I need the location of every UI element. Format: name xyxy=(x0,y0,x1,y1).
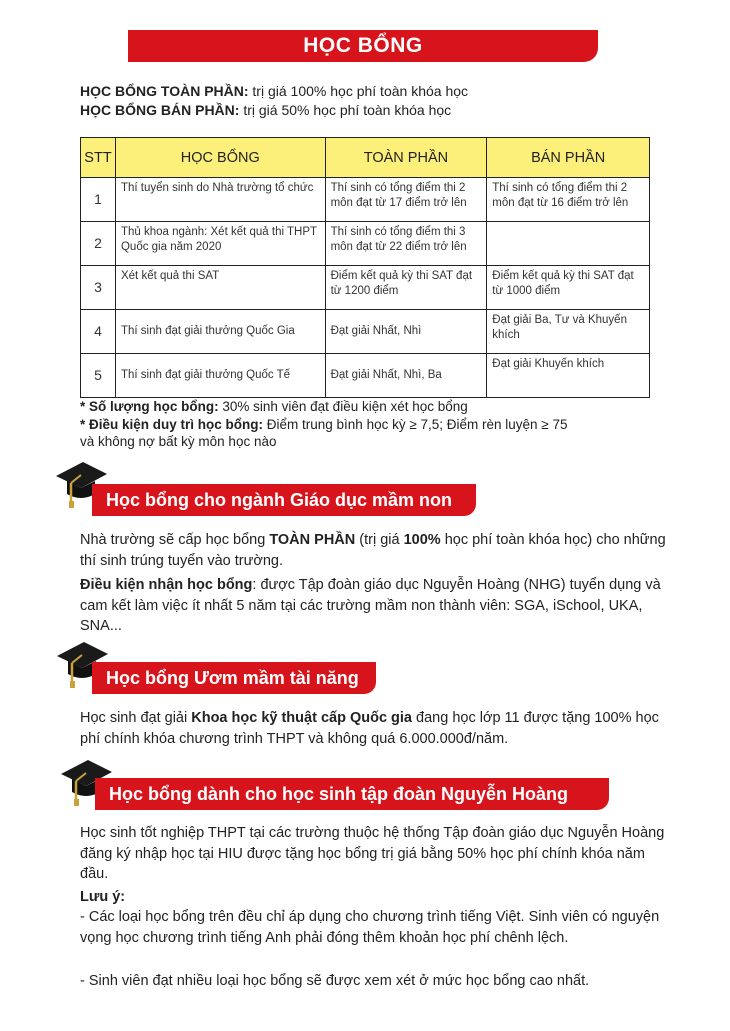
page-title: HỌC BỔNG xyxy=(128,30,598,62)
header-stt: STT xyxy=(81,138,116,178)
row-stt: 1 xyxy=(81,178,116,222)
talent-text-b: Khoa học kỹ thuật cấp Quốc gia xyxy=(191,710,412,726)
row-name: Thí sinh đạt giải thưởng Quốc Tế xyxy=(115,354,325,398)
row-name: Thủ khoa ngành: Xét kết quả thi THPT Quốc gia năm 2020 xyxy=(115,222,325,266)
partial-scholarship-line xyxy=(80,101,468,120)
condition-label: Điều kiện nhận học bổng xyxy=(80,577,253,593)
maintain-note-2: và không nợ bất kỳ môn học nào xyxy=(80,434,277,449)
row-stt: 2 xyxy=(81,222,116,266)
nhg-note-2: - Sinh viên đạt nhiều loại học bổng sẽ được xem xét ở mức học bổng cao nhất. xyxy=(80,973,590,989)
quantity-text: 30% sinh viên đạt điều kiện xét học bổng xyxy=(218,399,468,414)
row-full: Đạt giải Nhất, Nhì xyxy=(325,310,487,354)
header-scholarship: HỌC BỔNG xyxy=(115,138,325,178)
quantity-label: * Số lượng học bổng: xyxy=(80,399,219,414)
preschool-text-d: 100% xyxy=(403,532,441,548)
full-scholarship-line xyxy=(80,82,468,101)
preschool-text-c: (trị giá xyxy=(355,532,404,548)
scholarship-notes xyxy=(80,398,567,451)
section-heading-nhg: Học bổng dành cho học sinh tập đoàn Nguyễn Hoàng xyxy=(95,778,609,810)
row-partial: Đạt giải Ba, Tư và Khuyến khích xyxy=(487,310,650,354)
row-full: Đạt giải Nhất, Nhì, Ba xyxy=(325,354,487,398)
nhg-note-label: Lưu ý: xyxy=(80,889,126,905)
maintain-label: * Điều kiện duy trì học bổng: xyxy=(80,416,264,432)
preschool-condition xyxy=(80,575,675,637)
row-full: Thí sinh có tổng điểm thi 2 môn đạt từ 17 điểm trở lên xyxy=(325,178,487,222)
table-row xyxy=(81,354,650,398)
row-full: Điểm kết quả kỳ thi SAT đạt từ 1200 điểm xyxy=(325,266,487,310)
row-name: Thí sinh đạt giải thưởng Quốc Gia xyxy=(115,310,325,354)
nhg-paragraph: Học sinh tốt nghiệp THPT tại các trường thuộc hệ thống Tập đoàn giáo dục Nguyễn Hoàng đăng ký nhập học tại HIU được tặng học bổng trị giá bằng 50% học phí chính khóa năm đầu. xyxy=(80,825,665,882)
row-full: Thí sinh có tổng điểm thi 3 môn đạt từ 22 điểm trở lên xyxy=(325,222,487,266)
table-row xyxy=(81,266,650,310)
preschool-text-b: TOÀN PHẦN xyxy=(269,532,356,548)
row-partial xyxy=(487,222,650,266)
row-stt: 3 xyxy=(81,266,116,310)
row-stt: 4 xyxy=(81,310,116,354)
row-partial: Thí sinh có tổng điểm thi 2 môn đạt từ 16 điểm trở lên xyxy=(487,178,650,222)
header-partial: BÁN PHẦN xyxy=(487,138,650,178)
row-partial: Đạt giải Khuyến khích xyxy=(487,354,650,398)
section-heading-preschool: Học bổng cho ngành Giáo dục mầm non xyxy=(92,484,476,516)
partial-text: trị giá 50% học phí toàn khóa học xyxy=(239,102,452,118)
row-name: Thí tuyển sinh do Nhà trường tổ chức xyxy=(115,178,325,222)
full-text: trị giá 100% học phí toàn khóa học xyxy=(248,83,469,99)
maintain-text: Điểm trung bình học kỳ ≥ 7,5; Điểm rèn luyện ≥ 75 xyxy=(263,416,568,432)
row-stt: 5 xyxy=(81,354,116,398)
talent-text-a: Học sinh đạt giải xyxy=(80,710,192,726)
table-row xyxy=(81,222,650,266)
scholarship-intro xyxy=(80,82,468,120)
quantity-note xyxy=(80,398,567,416)
full-label: HỌC BỔNG TOÀN PHẦN: xyxy=(80,83,249,99)
table-header-row xyxy=(81,138,650,178)
row-name: Xét kết quả thi SAT xyxy=(115,266,325,310)
preschool-text-a: Nhà trường sẽ cấp học bổng xyxy=(80,532,270,548)
preschool-paragraph xyxy=(80,530,670,571)
preschool-text-e: học phí toàn khóa học) cho những thí sinh trúng tuyển vào trường. xyxy=(80,532,666,569)
scholarship-table xyxy=(80,137,650,398)
talent-text-c: đang học lớp 11 được tặng 100% học phí chính khóa chương trình THPT và không quá 6.000.000đ/năm. xyxy=(80,710,659,747)
header-full: TOÀN PHẦN xyxy=(325,138,487,178)
section-heading-talent: Học bổng Ươm mầm tài năng xyxy=(92,662,376,694)
talent-paragraph xyxy=(80,708,670,749)
maintain-note xyxy=(80,416,567,434)
nhg-note-1: - Các loại học bổng trên đều chỉ áp dụng cho chương trình tiếng Việt. Sinh viên có nguyện vọng học chương trình tiếng Anh phải đóng thêm khoản học phí chênh lệch. xyxy=(80,909,660,946)
row-partial: Điểm kết quả kỳ thi SAT đạt từ 1000 điểm xyxy=(487,266,650,310)
condition-text: : được Tập đoàn giáo dục Nguyễn Hoàng (NHG) tuyển dụng và cam kết làm việc ít nhất 5 năm tại các trường mầm non thành viên: SGA, iSchool, UKA, SNA... xyxy=(80,577,661,634)
table-row xyxy=(81,310,650,354)
table-row xyxy=(81,178,650,222)
partial-label: HỌC BỔNG BÁN PHẦN: xyxy=(80,102,240,118)
